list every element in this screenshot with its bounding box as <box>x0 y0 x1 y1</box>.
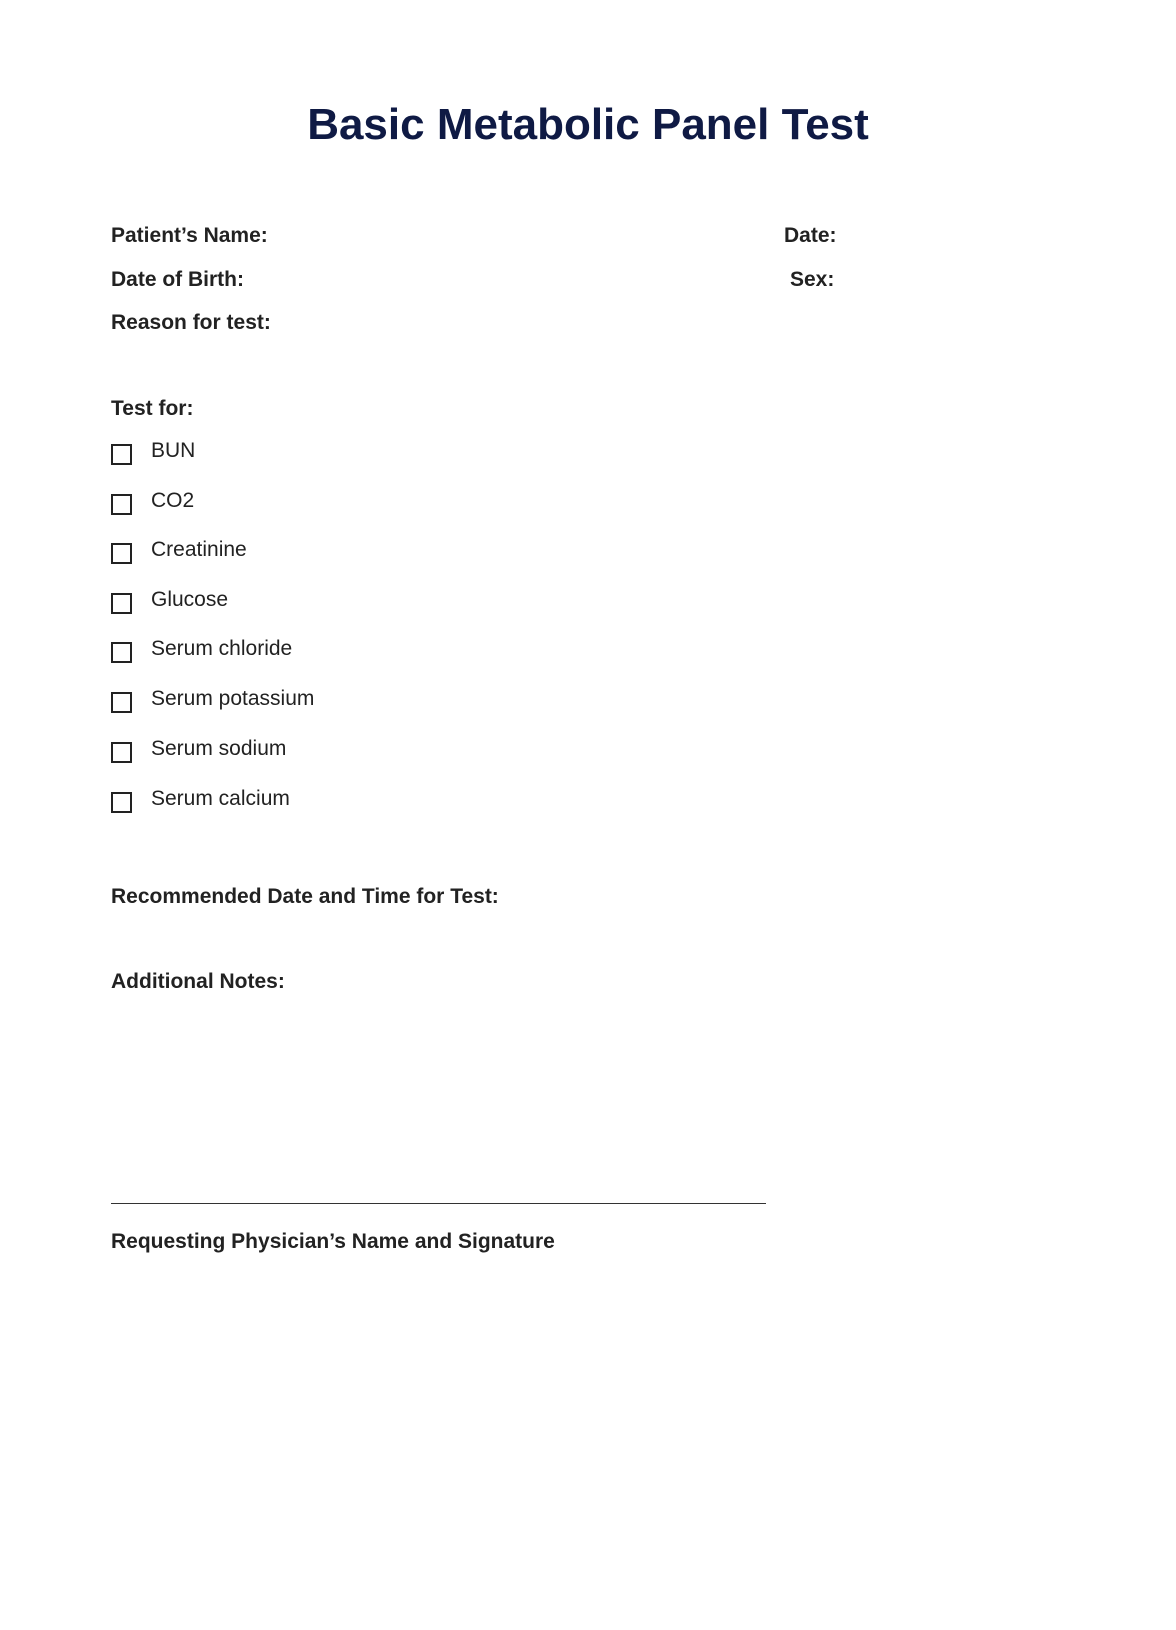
test-option-co2[interactable] <box>111 488 194 514</box>
checkbox[interactable] <box>111 543 132 564</box>
checkbox[interactable] <box>111 692 132 713</box>
checkbox[interactable] <box>111 494 132 515</box>
date-label: Date: <box>784 224 837 247</box>
test-option-bun[interactable] <box>111 438 195 464</box>
test-option-serum-potassium[interactable] <box>111 686 314 712</box>
reason-label: Reason for test: <box>111 311 271 334</box>
test-option-serum-calcium[interactable] <box>111 786 290 812</box>
signature-label: Requesting Physician’s Name and Signature <box>111 1230 555 1253</box>
test-option-label: Serum sodium <box>151 737 287 760</box>
test-option-label: Serum potassium <box>151 687 315 710</box>
test-option-label: BUN <box>151 439 196 462</box>
test-option-serum-sodium[interactable] <box>111 736 286 762</box>
test-option-label: Creatinine <box>151 538 247 561</box>
recommended-date-label: Recommended Date and Time for Test: <box>111 885 499 908</box>
test-for-heading: Test for: <box>111 397 194 420</box>
test-option-glucose[interactable] <box>111 587 228 613</box>
date-of-birth-label: Date of Birth: <box>111 268 244 291</box>
test-option-label: Serum calcium <box>151 787 290 810</box>
test-option-label: Glucose <box>151 588 229 611</box>
test-option-creatinine[interactable] <box>111 537 247 563</box>
checkbox[interactable] <box>111 593 132 614</box>
patient-name-label: Patient’s Name: <box>111 224 268 247</box>
checkbox[interactable] <box>111 742 132 763</box>
checkbox[interactable] <box>111 642 132 663</box>
checkbox[interactable] <box>111 444 132 465</box>
signature-line <box>111 1203 766 1204</box>
additional-notes-label: Additional Notes: <box>111 970 285 993</box>
page-title: Basic Metabolic Panel Test <box>307 100 869 149</box>
sex-label: Sex: <box>790 268 835 291</box>
checkbox[interactable] <box>111 792 132 813</box>
test-option-serum-chloride[interactable] <box>111 636 292 662</box>
test-option-label: CO2 <box>151 489 195 512</box>
test-option-label: Serum chloride <box>151 637 293 660</box>
